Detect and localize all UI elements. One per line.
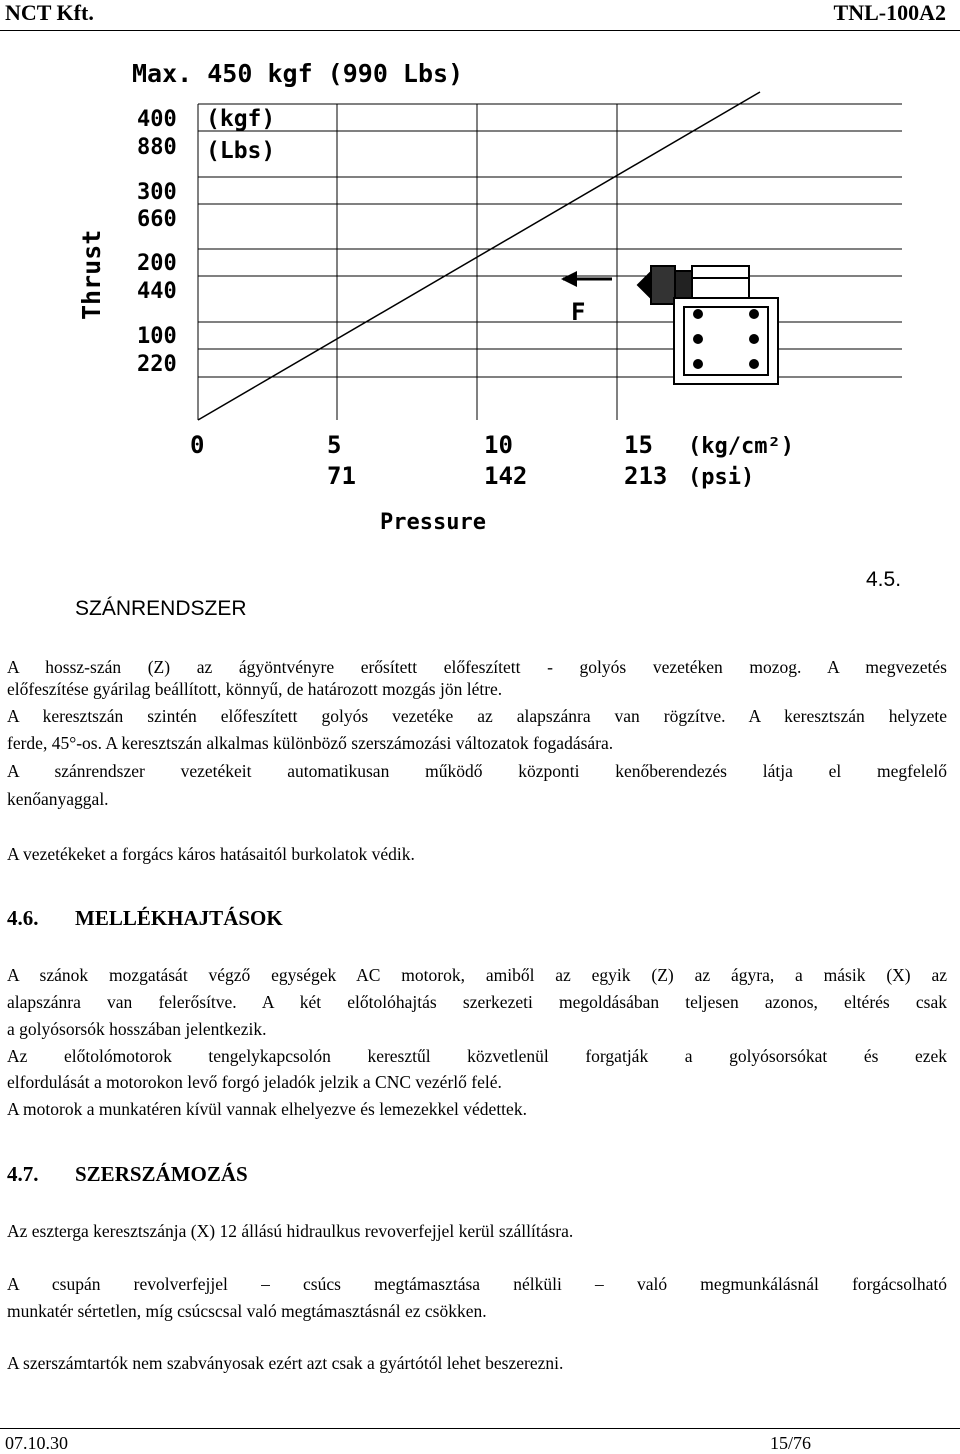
thrust-pressure-chart <box>0 40 960 550</box>
section-number: 4.6. <box>7 906 39 930</box>
paragraph-line: előfeszítése gyárilag beállított, könnyű, de határozott mozgás jön létre. <box>7 679 503 699</box>
y-tick-kgf: 400 <box>137 107 177 132</box>
section-heading-4-6 <box>7 906 283 931</box>
page-header <box>0 0 960 31</box>
paragraph-line: A szánrendszer vezetékeit automatikusan működő központi kenőberendezés látja el megfelelő <box>7 761 947 781</box>
y-tick-labels <box>137 107 177 377</box>
paragraph-line: A hossz-szán (Z) az ágyöntvényre erősített előfeszített - golyós vezetéken mozog. A megvezetés <box>7 657 947 677</box>
paragraph-line: Az előtolómotorok tengelykapcsolón keresztűl közvetlenül forgatják a golyósorsókat és ezek <box>7 1046 947 1066</box>
x-tick-psi: 71 <box>327 462 356 490</box>
paragraph-line: alapszánra van felerősítve. A két előtolóhajtás szerkezeti megoldásában teljesen azonos, eltérés csak <box>7 992 947 1012</box>
y-tick-kgf: 100 <box>137 324 177 349</box>
section-title-slide-system: SZÁNRENDSZER <box>75 597 247 620</box>
paragraph-line: A csupán revolverfejjel – csúcs megtámasztása nélküli – való megmunkálásnál forgácsolható <box>7 1274 947 1294</box>
chuck-diagram <box>638 266 778 384</box>
section-title: MELLÉKHAJTÁSOK <box>75 906 283 930</box>
y-unit-lbs: (Lbs) <box>206 138 276 164</box>
chart-title: Max. 450 kgf (990 Lbs) <box>132 59 464 88</box>
x-tick-psi: 213 <box>624 462 668 490</box>
header-company: NCT Kft. <box>5 0 94 25</box>
x-tick-kgcm2: 15 <box>624 431 653 459</box>
horizontal-gridlines <box>198 104 902 377</box>
paragraph-line: A vezetékeket a forgács káros hatásaitól burkolatok védik. <box>7 844 415 864</box>
y-axis-label: Thrust <box>77 229 106 320</box>
y-tick-kgf: 200 <box>137 251 177 276</box>
section-heading-4-7 <box>7 1162 248 1187</box>
y-tick-lbs: 440 <box>137 279 177 304</box>
footer-page-number: 15/76 <box>770 1433 812 1453</box>
section-number: 4.7. <box>7 1162 39 1186</box>
x-tick-labels <box>190 431 794 490</box>
paragraph-line: A szerszámtartók nem szabványosak ezért azt csak a gyártótól lehet beszerezni. <box>7 1353 564 1373</box>
y-unit-kgf: (kgf) <box>206 106 276 132</box>
x-tick-kgcm2: 0 <box>190 431 205 459</box>
x-tick-psi: 142 <box>484 462 528 490</box>
y-tick-kgf: 300 <box>137 180 177 205</box>
section-title: SZERSZÁMOZÁS <box>75 1162 248 1186</box>
section-number-4-5: 4.5. <box>866 568 902 591</box>
footer-date: 07.10.30 <box>5 1433 68 1453</box>
paragraph-line: ferde, 45°-os. A keresztszán alkalmas különböző szerszámozási változatok fogadására. <box>7 733 614 753</box>
x-tick-kgcm2: 5 <box>327 431 342 459</box>
x-axis-label: Pressure <box>380 510 486 535</box>
y-tick-lbs: 220 <box>137 352 177 377</box>
header-model: TNL-100A2 <box>833 0 946 25</box>
force-label: F <box>571 298 586 326</box>
paragraph-line: kenőanyaggal. <box>7 789 109 809</box>
x-tick-kgcm2: 10 <box>484 431 513 459</box>
paragraph-line: Az eszterga keresztszánja (X) 12 állású hidraulkus revoverfejjel kerül szállításra. <box>7 1221 574 1241</box>
paragraph-line: a golyósorsók hosszában jelentkezik. <box>7 1019 267 1039</box>
x-unit-kgcm2: (kg/cm²) <box>688 434 794 459</box>
paragraph-line: elfordulását a motorokon levő forgó jeladók jelzik a CNC vezérlő felé. <box>7 1072 502 1092</box>
paragraph-line: munkatér sértetlen, míg csúcscsal való megtámasztásnál ez csökken. <box>7 1301 487 1321</box>
paragraph-line: A keresztszán szintén előfeszített golyós vezetéke az alapszánra van rögzítve. A keresztszán helyzete <box>7 706 947 726</box>
y-tick-lbs: 660 <box>137 207 177 232</box>
y-tick-lbs: 880 <box>137 135 177 160</box>
paragraph-line: A motorok a munkatéren kívül vannak elhelyezve és lemezekkel védettek. <box>7 1099 527 1119</box>
x-unit-psi: (psi) <box>688 465 755 490</box>
force-arrow <box>561 271 612 287</box>
paragraph-line: A szánok mozgatását végző egységek AC motorok, amiből az egyik (Z) az ágyra, a másik (X) az <box>7 965 947 985</box>
page-footer <box>0 1428 960 1454</box>
